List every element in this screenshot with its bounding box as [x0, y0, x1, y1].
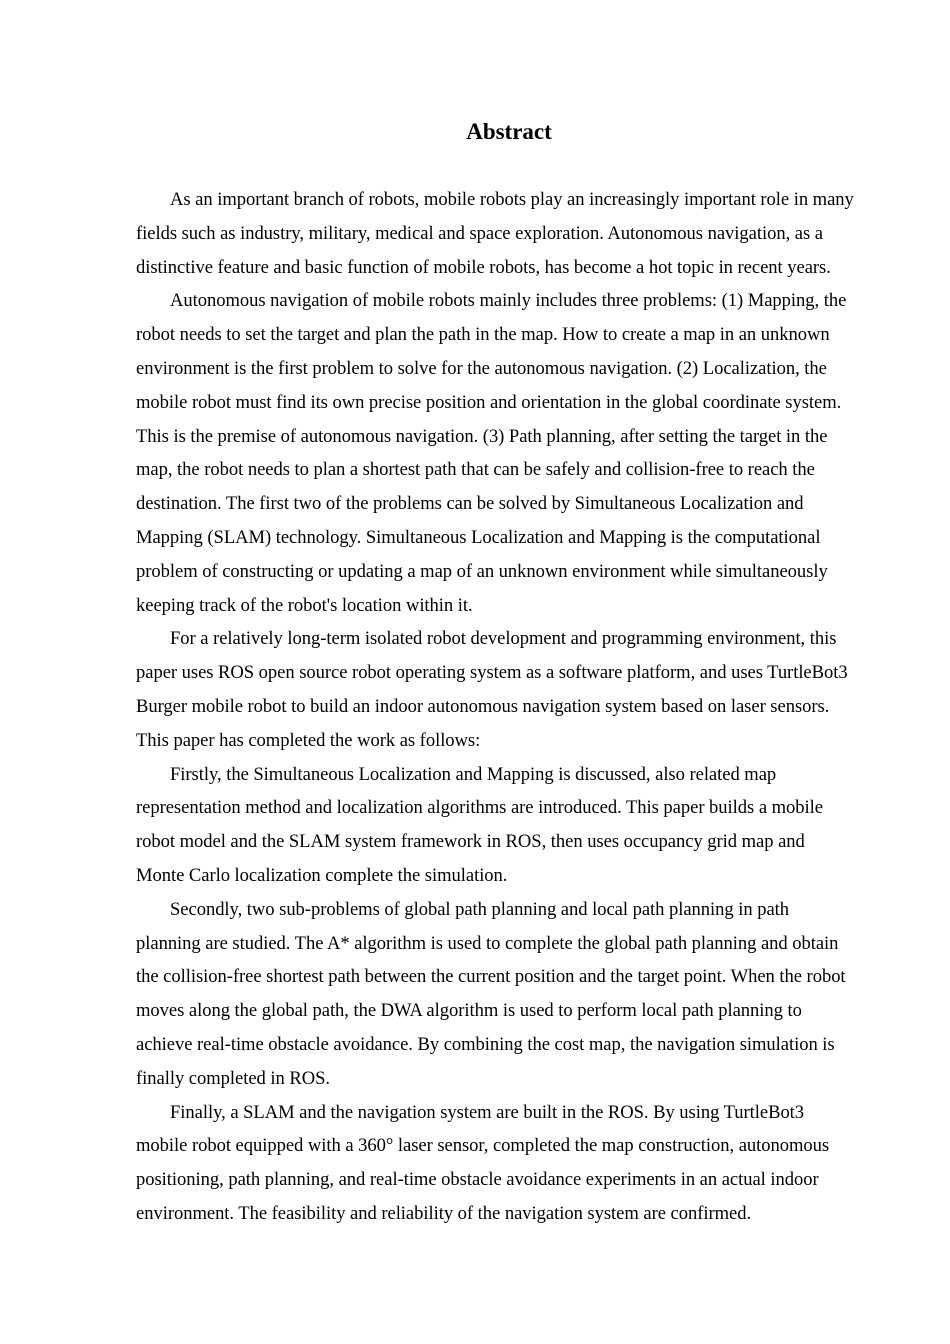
abstract-body — [136, 183, 896, 1231]
text-line: mobile robot equipped with a 360° laser sensor, completed the map construction, autonomous — [136, 1135, 830, 1157]
text-line: problem of constructing or updating a map of an unknown environment while simultaneously — [136, 560, 828, 582]
text-line: the collision-free shortest path between the current position and the target point. When the robot — [136, 966, 846, 988]
text-line: paper uses ROS open source robot operating system as a software platform, and uses TurtleBot3 — [136, 662, 848, 684]
text-line: robot needs to set the target and plan the path in the map. How to create a map in an unknown — [136, 324, 830, 346]
text-line: For a relatively long-term isolated robot development and programming environment, this — [170, 628, 837, 650]
text-line: finally completed in ROS. — [136, 1067, 330, 1089]
text-line: environment is the first problem to solve for the autonomous navigation. (2) Localization, the — [136, 357, 827, 379]
text-line: destination. The first two of the problems can be solved by Simultaneous Localization and — [136, 493, 804, 515]
text-line: representation method and localization algorithms are introduced. This paper builds a mobile — [136, 797, 823, 819]
text-line: moves along the global path, the DWA algorithm is used to perform local path planning to — [136, 1000, 802, 1022]
paragraph-introduction — [136, 183, 896, 284]
text-line: As an important branch of robots, mobile robots play an increasingly important role in many — [170, 189, 854, 210]
text-line: Autonomous navigation of mobile robots mainly includes three problems: (1) Mapping, the — [170, 290, 847, 312]
text-line: fields such as industry, military, medical and space exploration. Autonomous navigation, as a — [136, 222, 823, 244]
text-line: Mapping (SLAM) technology. Simultaneous Localization and Mapping is the computational — [136, 526, 821, 548]
paragraph-platform — [136, 622, 896, 757]
text-line: This paper has completed the work as follows: — [136, 729, 481, 751]
text-line: Firstly, the Simultaneous Localization and Mapping is discussed, also related map — [170, 763, 777, 785]
text-line: environment. The feasibility and reliability of the navigation system are confirmed. — [136, 1202, 752, 1224]
text-line: This is the premise of autonomous navigation. (3) Path planning, after setting the target in the — [136, 425, 828, 447]
text-line: robot model and the SLAM system framework in ROS, then uses occupancy grid map and — [136, 831, 805, 853]
paragraph-secondly — [136, 893, 896, 1096]
text-line: distinctive feature and basic function of mobile robots, has become a hot topic in recent years. — [136, 256, 831, 278]
text-line: planning are studied. The A* algorithm is used to complete the global path planning and obtain — [136, 932, 839, 954]
text-line: map, the robot needs to plan a shortest path that can be safely and collision-free to reach the — [136, 459, 815, 481]
text-line: Burger mobile robot to build an indoor autonomous navigation system based on laser sensors. — [136, 695, 830, 717]
text-line: keeping track of the robot's location within it. — [136, 594, 473, 616]
paragraph-problems — [136, 284, 896, 622]
text-line: Monte Carlo localization complete the simulation. — [136, 864, 508, 886]
text-line: achieve real-time obstacle avoidance. By combining the cost map, the navigation simulation is — [136, 1033, 835, 1055]
text-line: Finally, a SLAM and the navigation system are built in the ROS. By using TurtleBot3 — [170, 1101, 805, 1123]
text-line: Secondly, two sub-problems of global path planning and local path planning in path — [170, 898, 790, 920]
paragraph-firstly — [136, 758, 896, 893]
paragraph-finally — [136, 1096, 896, 1231]
abstract-heading: Abstract — [466, 119, 552, 144]
text-line: positioning, path planning, and real-time obstacle avoidance experiments in an actual indoor — [136, 1169, 819, 1191]
text-line: mobile robot must find its own precise position and orientation in the global coordinate system. — [136, 391, 842, 413]
